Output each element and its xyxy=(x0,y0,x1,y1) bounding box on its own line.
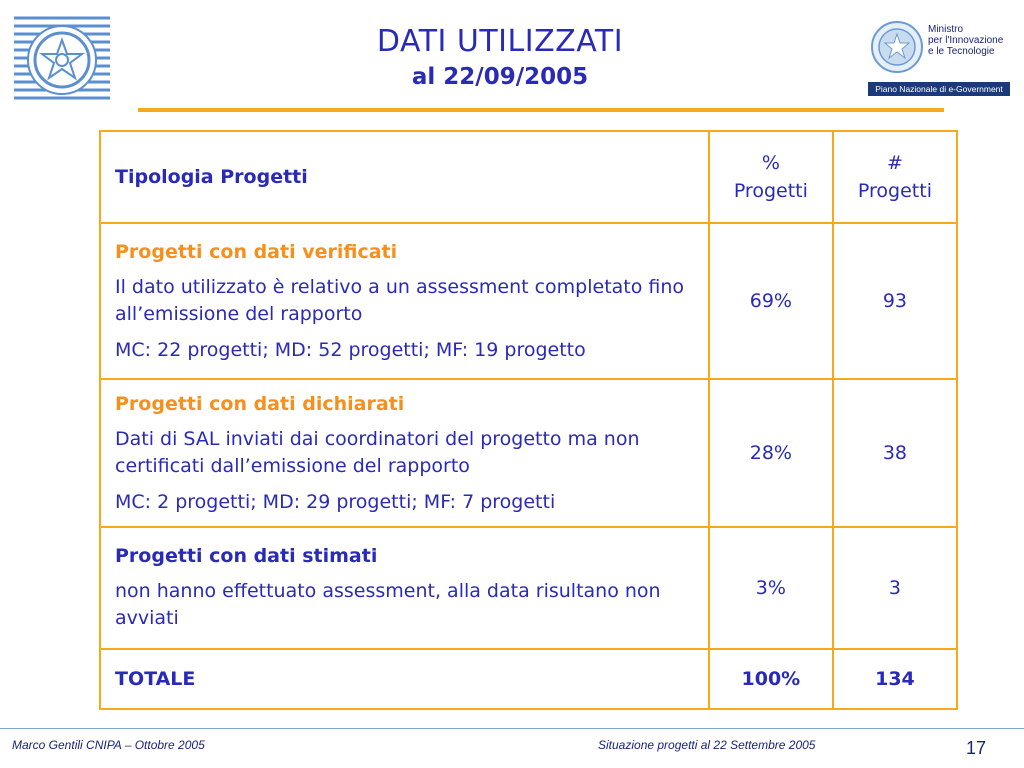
row-percent: 3% xyxy=(709,527,833,649)
row-title: Progetti con dati verificati xyxy=(115,241,398,263)
total-percent: 100% xyxy=(709,649,833,709)
header-count xyxy=(833,131,957,223)
total-count: 134 xyxy=(833,649,957,709)
header-percent xyxy=(709,131,833,223)
page-number: 17 xyxy=(966,738,987,758)
ministry-line-2: per l'Innovazione xyxy=(928,35,1004,46)
row-description: Il dato utilizzato è relativo a un assessment completato fino all’emissione del rapporto xyxy=(115,276,685,325)
italian-republic-emblem-icon xyxy=(10,8,114,112)
footer-divider xyxy=(0,728,1024,729)
row-detail: MC: 2 progetti; MD: 29 progetti; MF: 7 progetti xyxy=(115,491,556,513)
total-label: TOTALE xyxy=(100,649,709,709)
row-count: 38 xyxy=(833,379,957,527)
table-header-row xyxy=(100,131,957,223)
row-count: 3 xyxy=(833,527,957,649)
row-title: Progetti con dati stimati xyxy=(115,545,378,567)
header-count-label: Progetti xyxy=(857,180,932,202)
row-description-cell xyxy=(100,379,709,527)
egov-banner: Piano Nazionale di e-Government xyxy=(868,82,1010,96)
table-row xyxy=(100,527,957,649)
table-total-row xyxy=(100,649,957,709)
row-description-cell xyxy=(100,527,709,649)
row-title: Progetti con dati dichiarati xyxy=(115,393,405,415)
footer-caption: Situazione progetti al 22 Settembre 2005 xyxy=(598,738,816,752)
ministry-logo xyxy=(864,20,1014,98)
ministry-line-1: Ministro xyxy=(928,24,964,35)
row-count: 93 xyxy=(833,223,957,379)
row-detail: MC: 22 progetti; MD: 52 progetti; MF: 19 progetto xyxy=(115,339,586,361)
header-percent-label: Progetti xyxy=(733,180,808,202)
header-percent-symbol: % xyxy=(761,152,780,174)
row-description: Dati di SAL inviati dai coordinatori del progetto ma non certificati dall’emissione del rapporto xyxy=(115,428,640,477)
row-description: non hanno effettuato assessment, alla data risultano non avviati xyxy=(115,580,661,629)
page-title: DATI UTILIZZATI xyxy=(376,24,624,59)
table-row xyxy=(100,379,957,527)
ministry-seal-icon xyxy=(870,20,924,74)
header-tipologia: Tipologia Progetti xyxy=(100,131,709,223)
title-divider xyxy=(138,108,944,112)
row-percent: 69% xyxy=(709,223,833,379)
row-percent: 28% xyxy=(709,379,833,527)
ministry-line-3: e le Tecnologie xyxy=(928,46,995,57)
table-row xyxy=(100,223,957,379)
header-count-symbol: # xyxy=(886,152,903,174)
page-subtitle: al 22/09/2005 xyxy=(411,64,589,90)
row-description-cell xyxy=(100,223,709,379)
footer-author: Marco Gentili CNIPA – Ottobre 2005 xyxy=(12,738,205,752)
projects-data-table xyxy=(99,130,958,710)
